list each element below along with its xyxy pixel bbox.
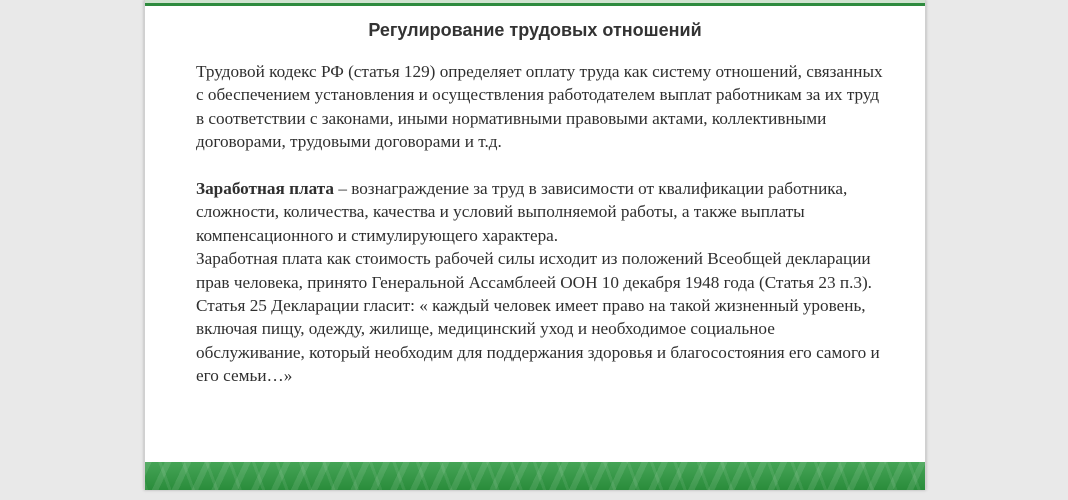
slide-bottom-band xyxy=(145,462,925,490)
slide-top-band xyxy=(145,0,925,8)
paragraph-labor-code: Трудовой кодекс РФ (статья 129) определяет оплату труда как систему отношений, связанных с обеспечением установления и осуществления работодателем выплат работникам за их труд в соответствии с законами, иными нормативными правовыми актами, коллективными договорами, трудовыми договорами и т.д. xyxy=(196,62,883,152)
paragraph-article-25: Статья 25 Декларации гласит: « каждый человек имеет право на такой жизненный уровень, включая пищу, одежду, жилище, медицинский уход и необходимое социальное обслуживание, который необходим для поддержания здоровья и благосостояния его самого и его семьи…» xyxy=(196,296,880,386)
slide-title: Регулирование трудовых отношений xyxy=(368,20,702,40)
slide[interactable] xyxy=(144,0,926,490)
paragraph-wage-definition xyxy=(196,177,886,247)
slide-body xyxy=(196,60,886,388)
paragraph-declaration: Заработная плата как стоимость рабочей силы исходит из положений Всеобщей декларации прав человека, принято Генеральной Ассамблеей ООН 10 декабря 1948 года (Статья 23 п.3). xyxy=(196,249,872,292)
paragraph-spacer xyxy=(196,154,886,177)
term-wage: Заработная плата xyxy=(196,179,335,199)
wage-definition-text: – вознаграждение за труд в зависимости от квалификации работника, сложности, количества, качества и условий выполняемой работы, а также выплаты компенсационного и стимулирующего характера. xyxy=(196,179,848,245)
